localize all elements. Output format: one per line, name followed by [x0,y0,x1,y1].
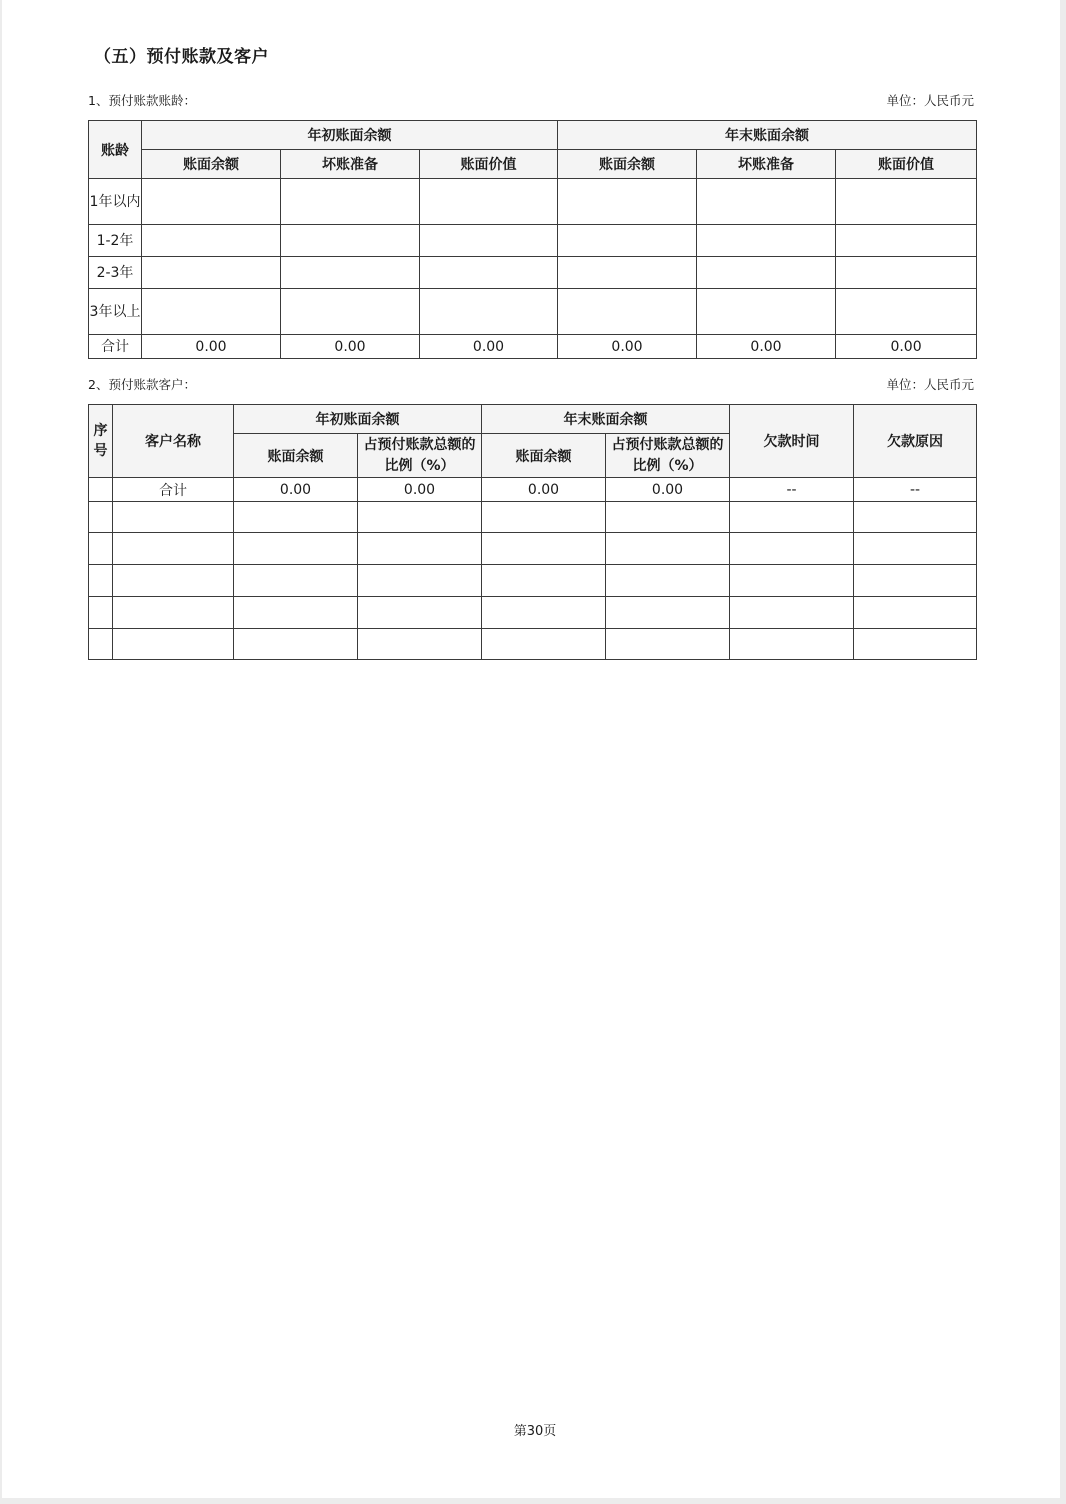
total-cell: -- [730,478,854,502]
total-cell: 0.00 [358,478,482,502]
table-row [89,179,977,225]
cell [836,289,977,335]
begin-ratio-header: 占预付账款总额的比例（%） [358,434,482,478]
customer-unit-label: 单位：人民币元 [886,377,974,392]
cell [697,225,836,257]
row-label: 1-2年 [89,225,142,257]
table-row [89,225,977,257]
total-cell: 0.00 [234,478,358,502]
total-row [89,335,977,359]
end-book-value-header: 账面价值 [836,150,977,179]
cell [558,225,697,257]
cell [281,289,420,335]
cell [281,179,420,225]
customer-name-header: 客户名称 [113,405,234,478]
end-balance-group-header: 年末账面余额 [558,121,977,150]
cell [697,257,836,289]
cell [281,257,420,289]
cell [420,179,558,225]
cell [142,225,281,257]
begin-bad-debt-header: 坏账准备 [281,150,420,179]
row-label: 2-3年 [89,257,142,289]
overdue-reason-header: 欠款原因 [854,405,977,478]
end-balance-group-header: 年末账面余额 [482,405,730,434]
empty-row [89,502,977,533]
table-row [89,257,977,289]
cell [697,179,836,225]
seq-cell [89,478,113,502]
total-cell: 0.00 [606,478,730,502]
empty-row [89,533,977,565]
begin-book-balance-header: 账面余额 [234,434,358,478]
row-label: 1年以内 [89,179,142,225]
total-cell: 0.00 [836,335,977,359]
end-book-balance-header: 账面余额 [558,150,697,179]
page-number: 第30页 [513,1424,557,1439]
begin-balance-group-header: 年初账面余额 [234,405,482,434]
seq-header: 序号 [89,405,113,478]
cell [697,289,836,335]
cell [142,289,281,335]
total-label: 合计 [89,335,142,359]
cell [142,257,281,289]
aging-table [88,120,977,359]
cell [558,257,697,289]
total-cell: 0.00 [281,335,420,359]
total-cell: 0.00 [482,478,606,502]
end-ratio-header: 占预付账款总额的比例（%） [606,434,730,478]
cell [836,225,977,257]
cell [281,225,420,257]
cell [420,289,558,335]
customer-subtitle: 2、预付账款客户： [88,377,196,392]
cell [142,179,281,225]
empty-row [89,565,977,597]
begin-book-value-header: 账面价值 [420,150,558,179]
aging-subtitle: 1、预付账款账龄： [88,93,196,108]
section-title: （五）预付账款及客户 [94,47,269,67]
begin-balance-group-header: 年初账面余额 [142,121,558,150]
empty-row [89,629,977,660]
customer-table [88,404,977,660]
total-cell: -- [854,478,977,502]
cell [420,225,558,257]
cell [558,179,697,225]
aging-header: 账龄 [89,121,142,179]
cell [558,289,697,335]
document-page [2,0,1060,1498]
total-label: 合计 [113,478,234,502]
table-row [89,289,977,335]
begin-book-balance-header: 账面余额 [142,150,281,179]
empty-row [89,597,977,629]
aging-unit-label: 单位：人民币元 [886,93,974,108]
row-label: 3年以上 [89,289,142,335]
cell [836,179,977,225]
total-cell: 0.00 [142,335,281,359]
end-book-balance-header: 账面余额 [482,434,606,478]
total-cell: 0.00 [558,335,697,359]
cell [420,257,558,289]
end-bad-debt-header: 坏账准备 [697,150,836,179]
total-cell: 0.00 [420,335,558,359]
total-row [89,478,977,502]
total-cell: 0.00 [697,335,836,359]
overdue-time-header: 欠款时间 [730,405,854,478]
cell [836,257,977,289]
